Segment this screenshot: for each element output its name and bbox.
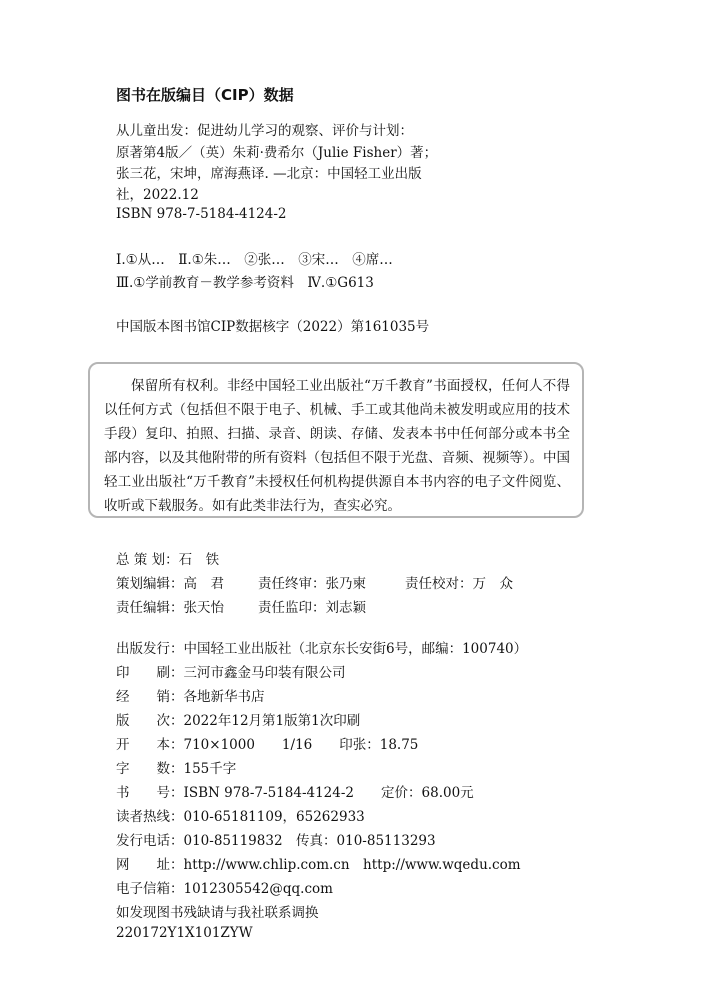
pub-phone-fax: 发行电话：010-85119832 传真：010-85113293 xyxy=(116,833,436,849)
cip-line-title: 从儿童出发：促进幼儿学习的观察、评价与计划： xyxy=(116,123,413,139)
pub-distributor: 经 销：各地新华书店 xyxy=(116,689,265,705)
pub-websites: 网 址：http://www.chlip.com.cn http://www.wqedu.com xyxy=(116,857,521,873)
cip-line-classification-1: Ⅰ.①从… Ⅱ.①朱… ②张… ③宋… ④席… xyxy=(116,252,393,268)
credit-final-review: 责任终审：张乃柬 xyxy=(258,576,366,592)
cip-line-isbn: ISBN 978-7-5184-4124-2 xyxy=(116,206,287,222)
pub-isbn-price: 书 号：ISBN 978-7-5184-4124-2 定价：68.00元 xyxy=(116,785,474,801)
cip-line-data-number: 中国版本图书馆CIP数据核字（2022）第161035号 xyxy=(116,319,430,335)
pub-email: 电子信箱：1012305542@qq.com xyxy=(116,881,333,897)
pub-word-count: 字 数：155千字 xyxy=(116,761,237,777)
cip-line-translators: 张三花，宋坤，席海燕译. —北京：中国轻工业出版 xyxy=(116,166,422,182)
credit-chief-planner: 总 策 划：石 铁 xyxy=(116,552,220,568)
credit-planning-editor: 策划编辑：高 君 xyxy=(116,576,224,592)
pub-format: 开 本：710×1000 1/16 印张：18.75 xyxy=(116,737,419,753)
pub-hotline: 读者热线：010-65181109，65262933 xyxy=(116,809,365,825)
pub-code: 220172Y1X101ZYW xyxy=(116,925,253,941)
cip-line-classification-2: Ⅲ.①学前教育－教学参考资料 Ⅳ.①G613 xyxy=(116,275,374,291)
credit-editor: 责任编辑：张天怡 xyxy=(116,600,224,616)
credit-print-supervisor: 责任监印：刘志颖 xyxy=(258,600,366,616)
credit-proofreader: 责任校对：万 众 xyxy=(405,576,513,592)
pub-edition: 版 次：2022年12月第1版第1次印刷 xyxy=(116,713,361,729)
pub-defect-note: 如发现图书残缺请与我社联系调换 xyxy=(116,905,319,921)
cip-line-edition-author: 原著第4版／（英）朱莉·费希尔（Julie Fisher）著； xyxy=(116,145,438,161)
rights-notice-text: 保留所有权利。非经中国轻工业出版社“万千教育”书面授权，任何人不得以任何方式（包括但不限于电子、机械、手工或其他尚未被发明或应用的技术手段）复印、拍照、扫描、录音、朗读、存储、发表本书中任何部分或本书全部内容，以及其他附带的所有资料（包括但不限于光盘、音频、视频等）。中国轻工业出版社“万千教育”未授权任何机构提供源自本书内容的电子文件阅览、收听或下载服务。如有此类非法行为，查实必究。 xyxy=(104,378,570,514)
cip-line-date: 社，2022.12 xyxy=(116,187,199,203)
cip-title: 图书在版编目（CIP）数据 xyxy=(116,86,294,104)
pub-printer: 印 刷：三河市鑫金马印装有限公司 xyxy=(116,665,346,681)
pub-publisher: 出版发行：中国轻工业出版社（北京东长安街6号，邮编：100740） xyxy=(116,641,528,657)
